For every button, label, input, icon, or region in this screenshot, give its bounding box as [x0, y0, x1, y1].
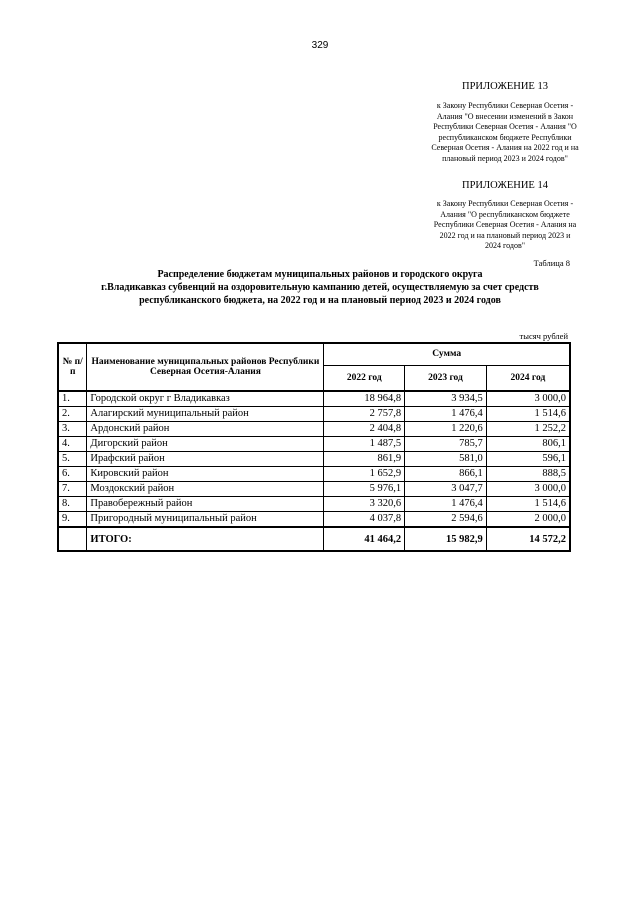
row-value-2024: 1 514,6	[486, 407, 570, 422]
row-value-2024: 596,1	[486, 452, 570, 467]
total-2024: 14 572,2	[486, 527, 570, 551]
row-value-2024: 1 252,2	[486, 422, 570, 437]
appendix-13-line: Алания "О внесении изменений в Закон	[436, 111, 574, 121]
row-index: 5.	[58, 452, 87, 467]
row-value-2023: 1 220,6	[405, 422, 487, 437]
row-value-2023: 1 476,4	[405, 407, 487, 422]
table-row	[58, 497, 570, 512]
row-value-2024: 3 000,0	[486, 482, 570, 497]
row-district-name: Городской округ г Владикавказ	[87, 391, 324, 407]
row-value-2022: 1 487,5	[324, 437, 405, 452]
total-2022: 41 464,2	[324, 527, 405, 551]
total-label: ИТОГО:	[87, 527, 324, 551]
row-index: 8.	[58, 497, 87, 512]
row-district-name: Моздокский район	[87, 482, 324, 497]
table-number: Таблица 8	[533, 258, 570, 268]
row-district-name: Пригородный муниципальный район	[87, 512, 324, 528]
heading-line: республиканского бюджета, на 2022 год и на плановый период 2023 и 2024 годов	[139, 295, 501, 306]
row-index: 6.	[58, 467, 87, 482]
row-district-name: Правобережный район	[87, 497, 324, 512]
row-index: 7.	[58, 482, 87, 497]
appendix-14-line: Алания "О республиканском бюджете	[440, 209, 570, 219]
table-heading	[50, 268, 590, 307]
appendix-13-line: Республики Северная Осетия - Алания "О	[433, 122, 577, 131]
total-index	[58, 527, 87, 551]
col-header-2024: 2024 год	[486, 365, 570, 391]
row-value-2023: 785,7	[405, 437, 487, 452]
table-row	[58, 467, 570, 482]
row-value-2024: 806,1	[486, 437, 570, 452]
col-header-number: № п/п	[58, 343, 87, 391]
col-header-2022: 2022 год	[324, 365, 405, 391]
col-header-2023: 2023 год	[405, 365, 487, 391]
row-value-2022: 18 964,8	[324, 391, 405, 407]
appendix-13-line: Северная Осетия - Алания на 2022 год и на	[431, 143, 579, 152]
units-label: тысяч рублей	[519, 331, 568, 341]
appendix-14-line: Республики Северная Осетия - Алания на	[433, 220, 577, 229]
table-row	[58, 391, 570, 407]
table-row	[58, 407, 570, 422]
row-index: 2.	[58, 407, 87, 422]
row-value-2022: 2 757,8	[324, 407, 405, 422]
row-value-2022: 1 652,9	[324, 467, 405, 482]
page-number: 329	[311, 40, 329, 51]
row-index: 4.	[58, 437, 87, 452]
appendix-14-title: ПРИЛОЖЕНИЕ 14	[462, 180, 548, 191]
row-value-2024: 1 514,6	[486, 497, 570, 512]
row-index: 9.	[58, 512, 87, 528]
heading-line: Распределение бюджетам муниципальных районов и городского округа	[157, 269, 483, 280]
row-value-2024: 2 000,0	[486, 512, 570, 528]
row-value-2023: 581,0	[405, 452, 487, 467]
row-value-2022: 4 037,8	[324, 512, 405, 528]
row-value-2023: 2 594,6	[405, 512, 487, 528]
table-row	[58, 437, 570, 452]
row-district-name: Дигорский район	[87, 437, 324, 452]
heading-line: г.Владикавказ субвенций на оздоровительную кампанию детей, осуществляемую за счет средств	[101, 282, 539, 293]
row-district-name: Алагирский муниципальный район	[87, 407, 324, 422]
row-index: 1.	[58, 391, 87, 407]
appendix-13-line: республиканском бюджете Республики	[438, 132, 572, 142]
row-value-2022: 3 320,6	[324, 497, 405, 512]
appendix-14-text	[400, 199, 610, 252]
row-value-2023: 1 476,4	[405, 497, 487, 512]
row-value-2023: 3 047,7	[405, 482, 487, 497]
row-value-2023: 866,1	[405, 467, 487, 482]
total-row	[58, 527, 570, 551]
appendix-14-line: 2022 год и на плановый период 2023 и	[439, 230, 571, 240]
appendix-14-line: 2024 годов"	[485, 241, 525, 250]
appendix-13-text	[400, 101, 610, 164]
table-row	[58, 422, 570, 437]
row-value-2024: 3 000,0	[486, 391, 570, 407]
col-header-name: Наименование муниципальных районов Республики Северная Осетия-Алания	[87, 343, 324, 391]
row-value-2022: 5 976,1	[324, 482, 405, 497]
row-district-name: Ардонский район	[87, 422, 324, 437]
row-value-2024: 888,5	[486, 467, 570, 482]
row-value-2023: 3 934,5	[405, 391, 487, 407]
row-index: 3.	[58, 422, 87, 437]
row-district-name: Кировский район	[87, 467, 324, 482]
row-value-2022: 2 404,8	[324, 422, 405, 437]
total-2023: 15 982,9	[405, 527, 487, 551]
row-value-2022: 861,9	[324, 452, 405, 467]
appendix-13-line: плановый период 2023 и 2024 годов"	[442, 153, 568, 163]
col-header-sum: Сумма	[324, 343, 570, 365]
appendix-13-line: к Закону Республики Северная Осетия -	[436, 101, 574, 110]
subvention-table	[57, 342, 571, 552]
row-district-name: Ирафский район	[87, 452, 324, 467]
appendix-13-title: ПРИЛОЖЕНИЕ 13	[462, 81, 548, 92]
table-row	[58, 482, 570, 497]
table-row	[58, 452, 570, 467]
table-row	[58, 512, 570, 528]
appendix-14-line: к Закону Республики Северная Осетия -	[436, 199, 574, 208]
